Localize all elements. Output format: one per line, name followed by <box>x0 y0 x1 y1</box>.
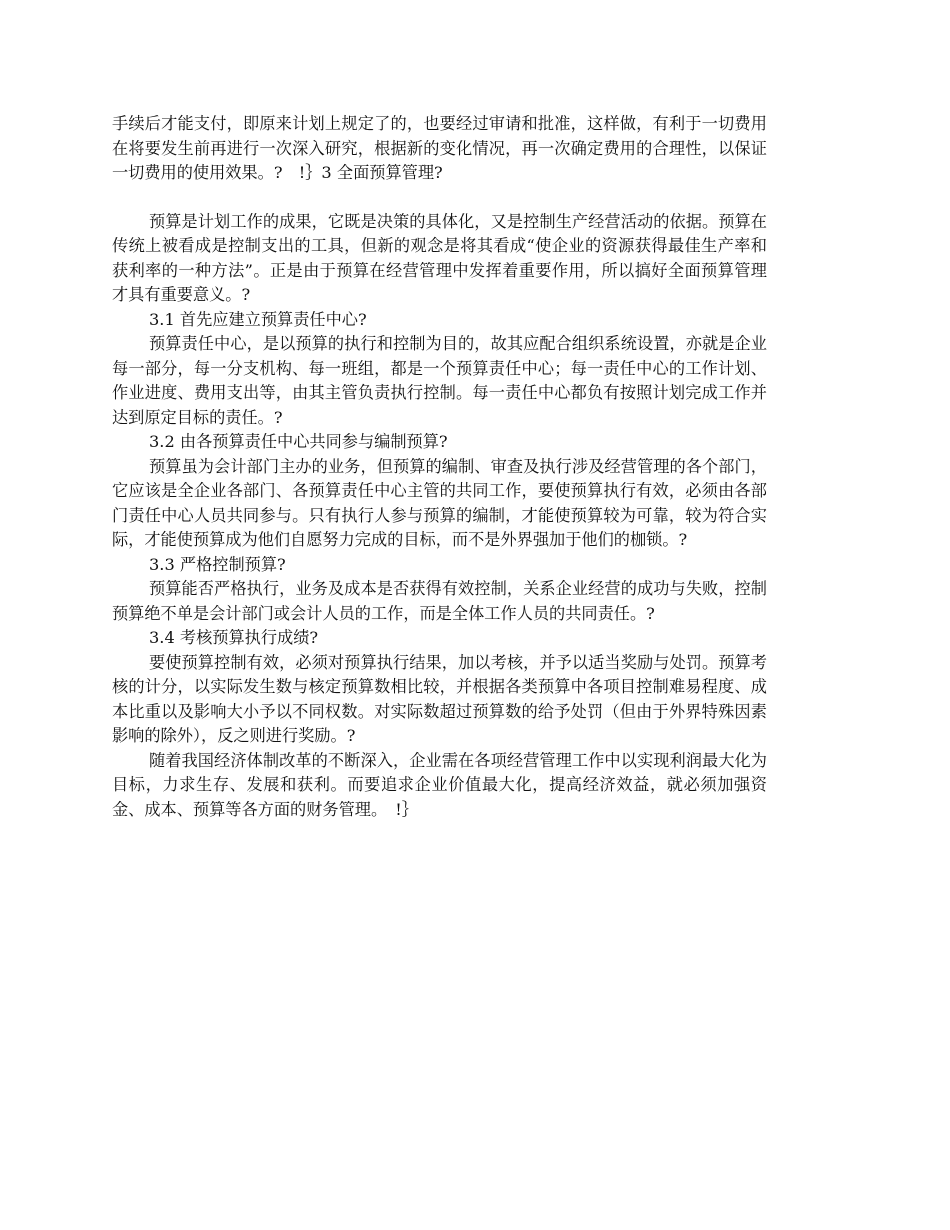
paragraph-performance-assessment: 要使预算控制有效，必须对预算执行结果，加以考核，并予以适当奖励与处罚。预算考核的计分，以实际发生数与核定预算数相比较，并根据各类预算中各项目控制难易程度、成本比重以及影响大小予以不同权数。对实际数超过预算数的给予处罚（但由于外界特殊因素影响的除外），反之则进行奖励。? <box>112 652 767 745</box>
section-heading-3-2: 3.2 由各预算责任中心共同参与编制预算? <box>149 432 448 451</box>
section-heading-3-3: 3.3 严格控制预算? <box>149 554 286 574</box>
paragraph-responsibility-center: 预算责任中心，是以预算的执行和控制为目的，故其应配合组织系统设置，亦就是企业每一部分，每一分支机构、每一班组，都是一个预算责任中心；每一责任中心的工作计划、作业进度、费用支出等，由其主管负责执行控制。每一责任中心都负有按照计划完成工作并达到原定目标的责任。? <box>112 334 767 427</box>
document-body <box>112 112 767 822</box>
paragraph-budget-intro: 预算是计划工作的成果，它既是决策的具体化，又是控制生产经营活动的依据。预算在传统上被看成是控制支出的工具，但新的观念是将其看成“使企业的资源获得最佳生产率和获利率的一种方法”。正是由于预算在经营管理中发挥着重要作用，所以搞好全面预算管理才具有重要意义。? <box>112 211 767 304</box>
paragraph-spacer <box>112 186 767 210</box>
paragraph-budget-approval: 手续后才能支付，即原来计划上规定了的，也要经过审请和批准，这样做，有利于一切费用在将要发生前再进行一次深入研究，根据新的变化情况，再一次确定费用的合理性，以保证一切费用的使用效果。? !｝3 全面预算管理? <box>112 114 767 182</box>
paragraph-conclusion: 随着我国经济体制改革的不断深入，企业需在各项经营管理工作中以实现利润最大化为目标，力求生存、发展和获利。而要追求企业价值最大化，提高经济效益，就必须加强资金、成本、预算等各方面的财务管理。 !｝ <box>112 750 767 819</box>
paragraph-strict-control: 预算能否严格执行，业务及成本是否获得有效控制，关系企业经营的成功与失败，控制预算绝不单是会计部门或会计人员的工作，而是全体工作人员的共同责任。? <box>112 579 767 623</box>
section-heading-3-1: 3.1 首先应建立预算责任中心? <box>149 309 367 329</box>
paragraph-joint-preparation: 预算虽为会计部门主办的业务，但预算的编制、审查及执行涉及经营管理的各个部门，它应该是全企业各部门、各预算责任中心主管的共同工作，要使预算执行有效，必须由各部门责任中心人员共同参与。只有执行人参与预算的编制，才能使预算较为可靠，较为符合实际，才能使预算成为他们自愿努力完成的目标，而不是外界强加于他们的枷锁。? <box>112 456 767 549</box>
section-heading-3-4: 3.4 考核预算执行成绩? <box>149 628 319 647</box>
